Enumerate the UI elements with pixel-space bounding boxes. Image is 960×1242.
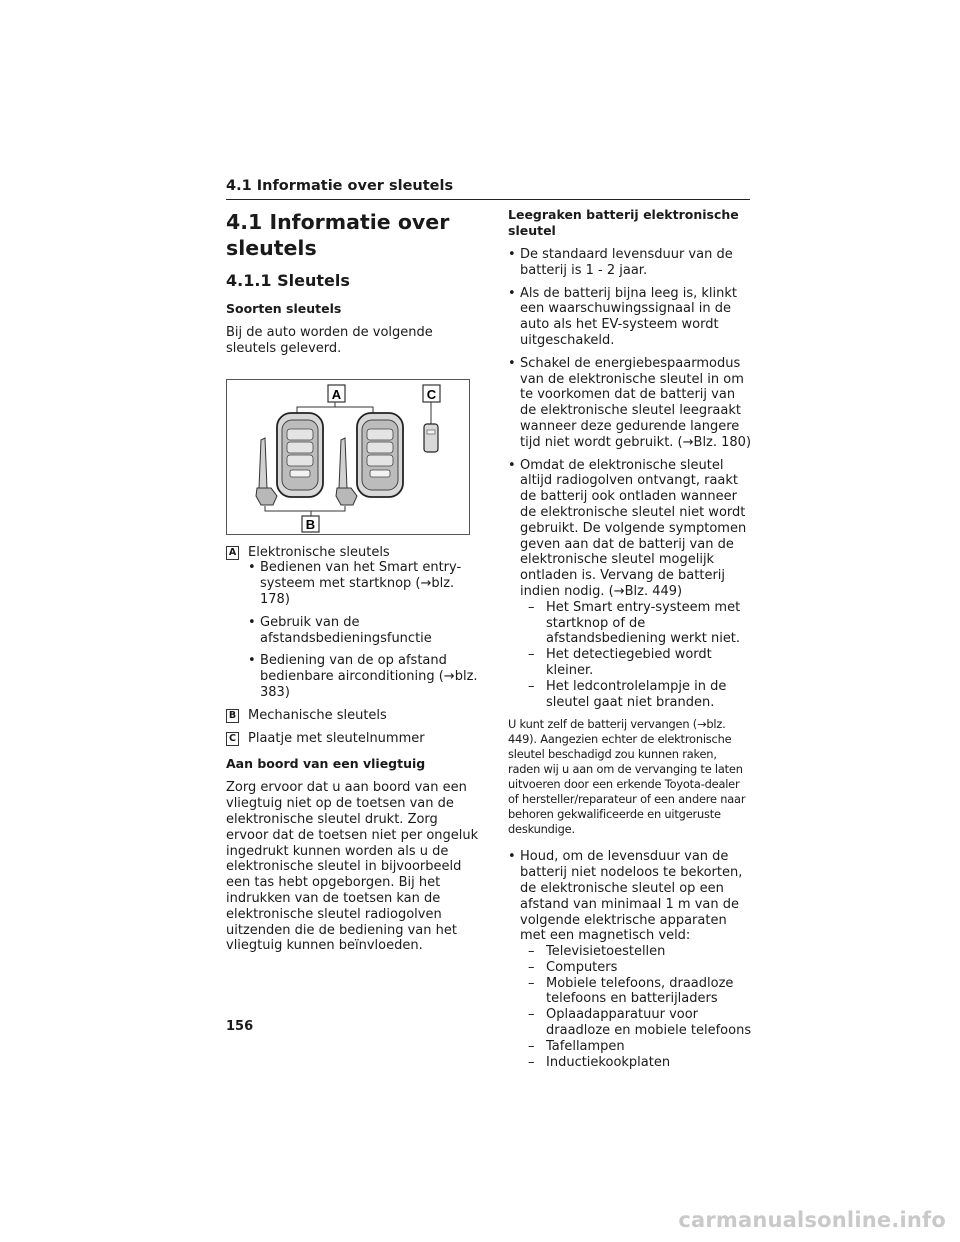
key-fob-2 — [357, 413, 403, 497]
list-item: – Inductiekookplaten — [528, 1055, 752, 1071]
intro-text: Bij de auto worden de volgende sleutels geleverd. — [226, 325, 433, 356]
list-item-text: Houd, om de levensduur van de batterij niet nodeloos te bekorten, de elektronische sleutel op een afstand van minimaal 1 m van de volgende elektrische apparaten met een magnetisch veld: — [520, 849, 743, 944]
legend-key-c: C — [226, 732, 239, 746]
list-item: • Schakel de energiebespaarmodus van de elektronische sleutel in om te voorkomen dat de batterij van de elektronische sleutel leegraakt wanneer deze gedurende langere tijd niet wordt gebruikt. (→Blz. 180) — [508, 356, 752, 451]
legend-a-list — [248, 560, 482, 700]
list-item: – Mobiele telefoons, draadloze telefoons en batterijladers — [528, 976, 752, 1008]
list-item: – Televisietoestellen — [528, 944, 752, 960]
symptom-list — [520, 600, 752, 711]
legend-a — [226, 545, 482, 701]
legend-a-text: Elektronische sleutels — [248, 544, 390, 560]
mechanical-key-2 — [336, 438, 357, 505]
left-column — [226, 205, 482, 962]
vliegtuig-text: Zorg ervoor dat u aan boord van een vliegtuig niet op de toetsen van de elektronische sleutel drukt. Zorg ervoor dat de toetsen niet per ongeluk ingedrukt kunnen worden als u de elektronische sleutel in bijvoorbeeld een tas hebt opgeborgen. Bij het indrukken van de toetsen kan de elektronische sleutel radiogolven uitzenden die de bediening van het vliegtuig kunnen beïnvloeden. — [226, 780, 479, 954]
right-column — [508, 205, 752, 1077]
running-header: 4.1 Informatie over sleutels — [226, 178, 454, 194]
label-b: B — [305, 516, 316, 532]
list-item — [508, 849, 752, 1070]
keys-illustration — [227, 380, 469, 534]
legend-b-text: Mechanische sleutels — [248, 707, 387, 723]
list-item: • Als de batterij bijna leeg is, klinkt een waarschuwingssignaal in de auto als het EV-systeem wordt uitgeschakeld. — [508, 286, 752, 349]
vliegtuig-heading: Aan boord van een vliegtuig — [226, 756, 426, 772]
section-title: 4.1 Informatie over sleutels — [226, 210, 450, 260]
page-number: 156 — [226, 1019, 254, 1034]
key-number-plate — [424, 424, 438, 452]
list-item: • Gebruik van de afstandsbedieningsfunctie — [248, 615, 482, 647]
battery-heading: Leegraken batterij elektronische sleutel — [508, 207, 739, 238]
list-item-text: Omdat de elektronische sleutel altijd radiogolven ontvangt, raakt de batterij ook ontladen wanneer de elektronische sleutel niet wordt gebruikt. De volgende symptomen geven aan dat de batterij van de elektronische sleutel mogelijk ontladen is. Vervang de batterij indien nodig. (→Blz. 449) — [520, 457, 747, 599]
legend-b — [226, 708, 482, 724]
key-fob-1 — [277, 413, 323, 497]
watermark: carmanualsonline.info — [678, 1208, 946, 1232]
list-item: • Bediening van de op afstand bedienbare airconditioning (→blz. 383) — [248, 653, 482, 700]
list-item: – Oplaadapparatuur voor draadloze en mobiele telefoons — [528, 1007, 752, 1039]
legend-key-a: A — [226, 546, 239, 560]
subsection-title: 4.1.1 Sleutels — [226, 271, 350, 290]
legend-c-text: Plaatje met sleutelnummer — [248, 730, 425, 746]
legend-key-b: B — [226, 709, 239, 723]
magnetic-bullets — [508, 849, 752, 1070]
list-item: – Computers — [528, 960, 752, 976]
list-item: • De standaard levensduur van de batterij is 1 - 2 jaar. — [508, 247, 752, 279]
header-rule — [226, 199, 750, 200]
list-item: – Het Smart entry-systeem met startknop of de afstandsbediening werkt niet. — [528, 600, 752, 647]
label-a: A — [331, 386, 342, 402]
device-list — [520, 944, 752, 1070]
soorten-heading: Soorten sleutels — [226, 301, 342, 316]
legend-c — [226, 731, 482, 747]
label-c: C — [426, 386, 437, 402]
list-item: – Het ledcontrolelampje in de sleutel gaat niet branden. — [528, 679, 752, 711]
list-item: • Bedienen van het Smart entry-systeem met startknop (→blz. 178) — [248, 560, 482, 607]
battery-bullets — [508, 247, 752, 710]
list-item — [508, 458, 752, 711]
list-item: – Tafellampen — [528, 1039, 752, 1055]
keys-figure — [226, 379, 470, 535]
battery-note: U kunt zelf de batterij vervangen (→blz. 449). Aangezien echter de elektronische sleutel beschadigd zou kunnen raken, raden wij u aan om de vervanging te laten uitvoeren door een erkende Toyota-dealer of hersteller/reparateur of een andere naar behoren gekwalificeerde en uitgeruste deskundige. — [508, 717, 746, 837]
mechanical-key-1 — [256, 438, 277, 505]
list-item: – Het detectiegebied wordt kleiner. — [528, 647, 752, 679]
